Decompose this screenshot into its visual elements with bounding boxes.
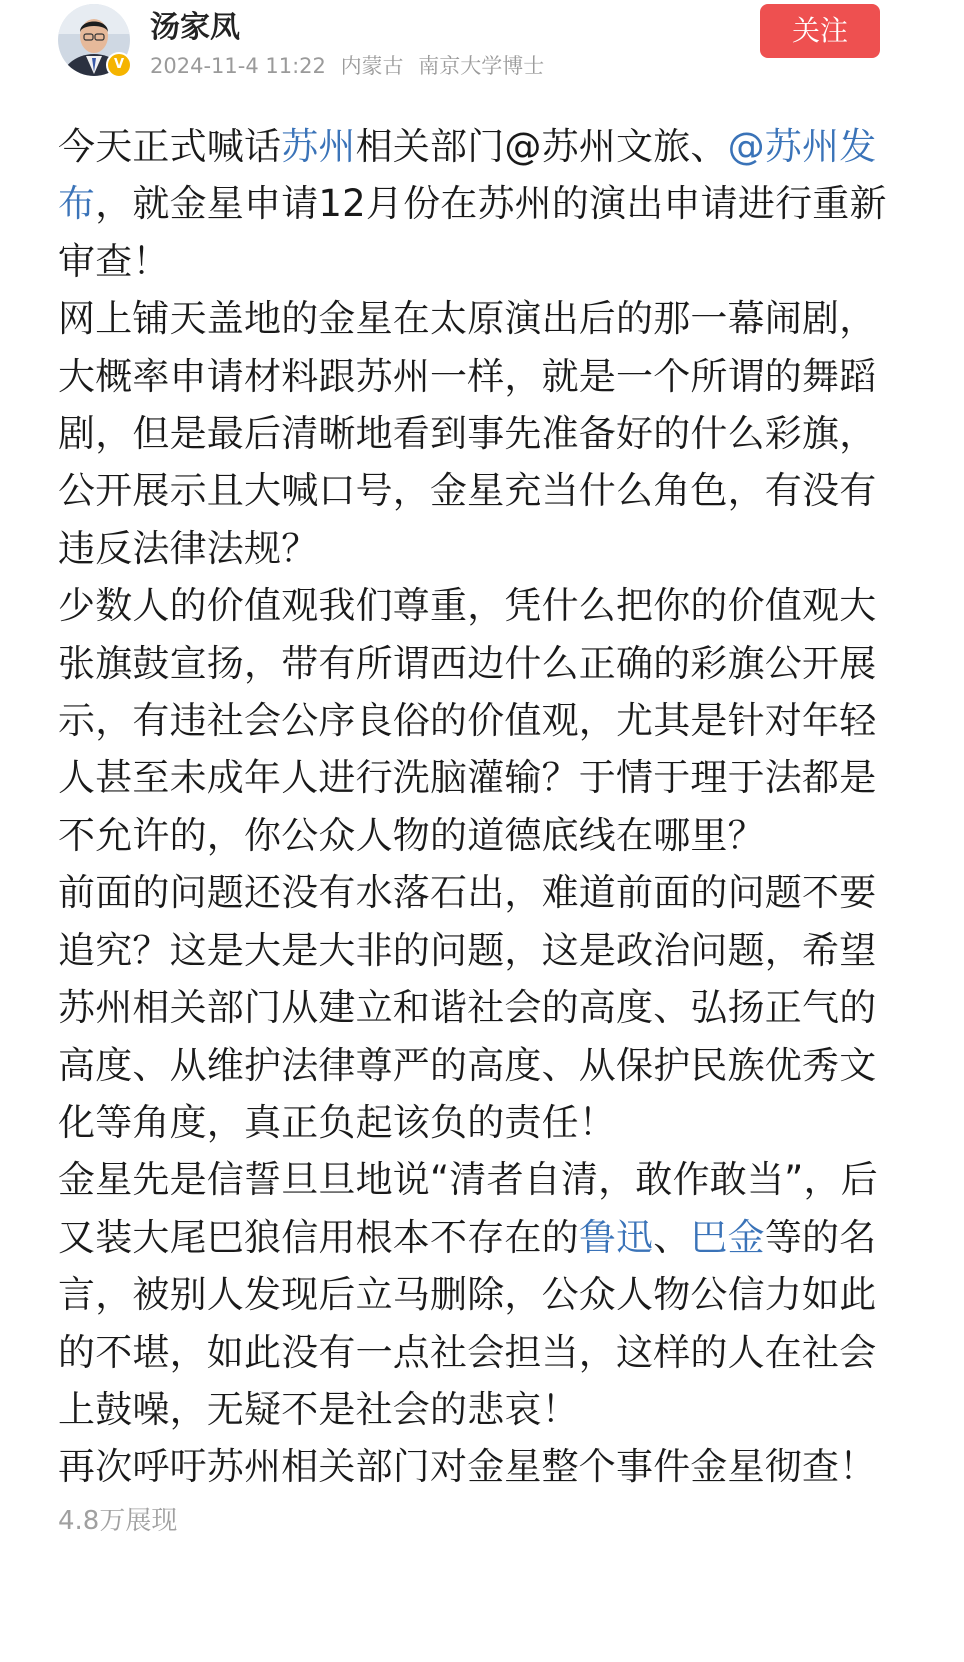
text-span: ，就金星申请12月份在苏州的演出申请进行重新审查！: [58, 182, 887, 283]
topic-link-suzhou[interactable]: 苏州: [281, 125, 356, 168]
text-span: 、: [653, 1215, 691, 1259]
paragraph-5: [58, 1151, 888, 1438]
mention-link-suzhou-fabu[interactable]: @苏州发布: [58, 125, 877, 226]
topic-link-bajin[interactable]: 巴金: [690, 1215, 765, 1259]
paragraph-1: [58, 118, 888, 290]
view-count: 4.8万展现: [58, 1506, 178, 1536]
user-tag: 南京大学博士: [418, 54, 545, 78]
verified-badge-icon: V: [106, 52, 132, 78]
topic-link-luxun[interactable]: 鲁迅: [578, 1215, 654, 1259]
text-span: 相关部门@苏州文旅、: [355, 125, 728, 168]
post-date: 2024-11-4 11:22: [150, 54, 326, 78]
username[interactable]: 汤家凤: [150, 10, 240, 45]
paragraph-2: 网上铺天盖地的金星在太原演出后的那一幕闹剧，大概率申请材料跟苏州一样，就是一个所谓的舞蹈剧，但是最后清晰地看到事先准备好的什么彩旗，公开展示且大喊口号，金星充当什么角色，有没有违反法律法规？: [58, 297, 877, 570]
text-span: 等的名言，被别人发现后立马删除，公众人物公信力如此的不堪，如此没有一点社会担当，这样的人在社会上鼓噪，无疑不是社会的悲哀！: [58, 1215, 877, 1431]
paragraph-6: 再次呼吁苏州相关部门对金星整个事件金星彻查！: [58, 1445, 877, 1489]
post-header: [0, 0, 964, 100]
paragraph-3: 少数人的价值观我们尊重，凭什么把你的价值观大张旗鼓宣扬，带有所谓西边什么正确的彩旗公开展示，有违社会公序良俗的价值观，尤其是针对年轻人甚至未成年人进行洗脑灌输？于情于理于法都是不允许的，你公众人物的道德底线在哪里？: [58, 584, 877, 857]
post-body: [58, 118, 888, 1496]
text-span: 金星先是信誓旦旦地说“清者自清，敢作敢当”，后又装大尾巴狼信用根本不存在的: [58, 1158, 878, 1259]
text-span: 今天正式喊话: [58, 125, 282, 168]
paragraph-4: 前面的问题还没有水落石出，难道前面的问题不要追究？这是大是大非的问题，这是政治问题，希望苏州相关部门从建立和谐社会的高度、弘扬正气的高度、从维护法律尊严的高度、从保护民族优秀文化等角度，真正负起该负的责任！: [58, 871, 877, 1144]
post-meta: [150, 50, 552, 80]
follow-button[interactable]: 关注: [760, 4, 880, 58]
post-location: 内蒙古: [340, 54, 404, 78]
